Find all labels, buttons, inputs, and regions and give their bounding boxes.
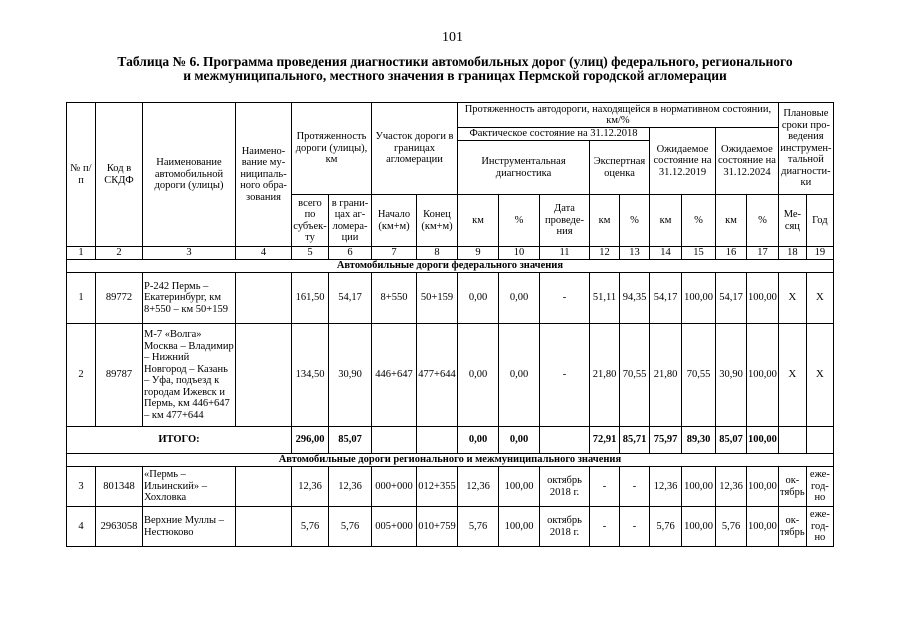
total-2019-pct: 89,30: [682, 427, 716, 454]
row-expert-km: 21,80: [590, 324, 620, 427]
col-planned-header: Плановые сроки про-ведения инструмен-тальной диагности-ки: [778, 103, 833, 195]
row-num: 1: [67, 273, 96, 324]
col-number: 15: [682, 247, 716, 260]
row-instr-pct: 100,00: [499, 467, 540, 507]
col-instr-pct-header: %: [499, 195, 540, 247]
row-year: Х: [806, 324, 833, 427]
row-date: октябрь 2018 г.: [540, 507, 590, 547]
row-year: еже-год-но: [806, 507, 833, 547]
row-year: Х: [806, 273, 833, 324]
section-row: [67, 454, 834, 467]
col-length-total-header: всего по субъек-ту: [292, 195, 329, 247]
col-start-header: Начало (км+м): [372, 195, 417, 247]
row-length-agglo: 5,76: [329, 507, 372, 547]
total-expert-km: 72,91: [590, 427, 620, 454]
row-end: 012+355: [417, 467, 458, 507]
row-2024-pct: 100,00: [747, 467, 779, 507]
col-number: 7: [372, 247, 417, 260]
total-2024-pct: 100,00: [747, 427, 779, 454]
row-length-total: 161,50: [292, 273, 329, 324]
col-instrumental-header: Инструментальная диагностика: [458, 141, 590, 195]
row-2019-pct: 100,00: [682, 507, 716, 547]
col-code-header: Код в СКДФ: [96, 103, 143, 247]
row-2019-km: 54,17: [650, 273, 682, 324]
row-start: 005+000: [372, 507, 417, 547]
row-month: ок-тябрь: [778, 467, 806, 507]
row-2024-pct: 100,00: [747, 273, 779, 324]
row-2019-pct: 70,55: [682, 324, 716, 427]
col-instr-km-header: км: [458, 195, 499, 247]
row-length-agglo: 12,36: [329, 467, 372, 507]
row-start: 8+550: [372, 273, 417, 324]
section-row: [67, 260, 834, 273]
row-2024-km: 30,90: [716, 324, 747, 427]
row-municipality: [236, 507, 292, 547]
row-length-agglo: 54,17: [329, 273, 372, 324]
total-instr-pct: 0,00: [499, 427, 540, 454]
col-expected-2019-header: Ожидаемое состояние на 31.12.2019: [650, 128, 716, 195]
row-road-name: Верхние Муллы – Нестюково: [143, 507, 236, 547]
col-number: 1: [67, 247, 96, 260]
col-expert-km-header: км: [590, 195, 620, 247]
total-expert-pct: 85,71: [620, 427, 650, 454]
total-length-total: 296,00: [292, 427, 329, 454]
col-number: 6: [329, 247, 372, 260]
row-instr-pct: 0,00: [499, 324, 540, 427]
row-month: ок-тябрь: [778, 507, 806, 547]
col-road-name-header: Наименование автомобильной дороги (улицы): [143, 103, 236, 247]
col-number: 3: [143, 247, 236, 260]
col-year-header: Год: [806, 195, 833, 247]
row-2019-km: 5,76: [650, 507, 682, 547]
col-number: 10: [499, 247, 540, 260]
table-title: [40, 55, 870, 83]
col-normative-header: Протяженность автодороги, находящейся в нормативном состоянии, км/%: [458, 103, 779, 128]
row-expert-km: -: [590, 507, 620, 547]
row-2019-km: 21,80: [650, 324, 682, 427]
row-code: 89787: [96, 324, 143, 427]
total-year: [806, 427, 833, 454]
row-start: 446+647: [372, 324, 417, 427]
col-end-header: Конец (км+м): [417, 195, 458, 247]
col-number: 14: [650, 247, 682, 260]
row-2024-km: 12,36: [716, 467, 747, 507]
row-2019-pct: 100,00: [682, 273, 716, 324]
row-expert-km: -: [590, 467, 620, 507]
row-num: 2: [67, 324, 96, 427]
row-expert-pct: 70,55: [620, 324, 650, 427]
col-number: 9: [458, 247, 499, 260]
col-municipality-header: Наимено-вание му-ниципаль-ного обра-зования: [236, 103, 292, 247]
row-2024-pct: 100,00: [747, 507, 779, 547]
table-row: [67, 507, 834, 547]
row-instr-pct: 100,00: [499, 507, 540, 547]
row-end: 010+759: [417, 507, 458, 547]
row-date: -: [540, 324, 590, 427]
col-month-header: Ме-сяц: [778, 195, 806, 247]
table-row: [67, 467, 834, 507]
col-expected-2024-header: Ожидаемое состояние на 31.12.2024: [716, 128, 779, 195]
col-number: 13: [620, 247, 650, 260]
col-number: 16: [716, 247, 747, 260]
section-federal: Автомобильные дороги федерального значения: [67, 260, 834, 273]
total-end: [417, 427, 458, 454]
row-num: 4: [67, 507, 96, 547]
table-row: [67, 273, 834, 324]
table-title-line1: Таблица № 6. Программа проведения диагностики автомобильных дорог (улиц) федерального, регионального: [117, 54, 793, 69]
col-2024-pct-header: %: [747, 195, 779, 247]
row-2024-km: 54,17: [716, 273, 747, 324]
row-instr-km: 0,00: [458, 324, 499, 427]
row-road-name: «Пермь – Ильинский» – Хохловка: [143, 467, 236, 507]
row-expert-pct: -: [620, 507, 650, 547]
column-numbers-row: [67, 247, 834, 260]
row-municipality: [236, 273, 292, 324]
row-2019-km: 12,36: [650, 467, 682, 507]
col-2024-km-header: км: [716, 195, 747, 247]
col-length-header: Протяженность дороги (улицы), км: [292, 103, 372, 195]
row-start: 000+000: [372, 467, 417, 507]
col-num-header: № п/п: [67, 103, 96, 247]
col-section-header: Участок дороги в границах агломерации: [372, 103, 458, 195]
row-month: Х: [778, 273, 806, 324]
row-2019-pct: 100,00: [682, 467, 716, 507]
row-expert-pct: 94,35: [620, 273, 650, 324]
row-2024-pct: 100,00: [747, 324, 779, 427]
total-length-agglo: 85,07: [329, 427, 372, 454]
row-year: еже-год-но: [806, 467, 833, 507]
total-2019-km: 75,97: [650, 427, 682, 454]
col-date-header: Дата проведе-ния: [540, 195, 590, 247]
col-2019-pct-header: %: [682, 195, 716, 247]
row-code: 801348: [96, 467, 143, 507]
col-expert-pct-header: %: [620, 195, 650, 247]
row-code: 89772: [96, 273, 143, 324]
row-instr-pct: 0,00: [499, 273, 540, 324]
page-number: 101: [442, 30, 463, 45]
row-date: октябрь 2018 г.: [540, 467, 590, 507]
table-row: [67, 324, 834, 427]
row-length-total: 12,36: [292, 467, 329, 507]
row-length-total: 134,50: [292, 324, 329, 427]
header-row: [67, 103, 834, 128]
row-expert-pct: -: [620, 467, 650, 507]
section-regional: Автомобильные дороги регионального и межмуниципального значения: [67, 454, 834, 467]
row-end: 50+159: [417, 273, 458, 324]
diagnostics-table: [66, 102, 834, 547]
total-month: [778, 427, 806, 454]
col-number: 5: [292, 247, 329, 260]
col-number: 18: [778, 247, 806, 260]
row-2024-km: 5,76: [716, 507, 747, 547]
row-date: -: [540, 273, 590, 324]
row-instr-km: 5,76: [458, 507, 499, 547]
col-2019-km-header: км: [650, 195, 682, 247]
row-road-name: Р-242 Пермь – Екатеринбург, км 8+550 – км 50+159: [143, 273, 236, 324]
row-road-name: М-7 «Волга» Москва – Владимир – Нижний Новгород – Казань – Уфа, подъезд к городам Ижевск и Пермь, км 446+647 – км 477+644: [143, 324, 236, 427]
total-2024-km: 85,07: [716, 427, 747, 454]
row-municipality: [236, 324, 292, 427]
total-instr-km: 0,00: [458, 427, 499, 454]
row-month: Х: [778, 324, 806, 427]
total-start: [372, 427, 417, 454]
row-code: 2963058: [96, 507, 143, 547]
total-date: [540, 427, 590, 454]
col-number: 8: [417, 247, 458, 260]
col-length-agglo-header: в грани-цах аг-ломера-ции: [329, 195, 372, 247]
row-municipality: [236, 467, 292, 507]
col-number: 17: [747, 247, 779, 260]
row-expert-km: 51,11: [590, 273, 620, 324]
col-number: 12: [590, 247, 620, 260]
row-end: 477+644: [417, 324, 458, 427]
row-instr-km: 12,36: [458, 467, 499, 507]
col-number: 19: [806, 247, 833, 260]
row-length-agglo: 30,90: [329, 324, 372, 427]
row-length-total: 5,76: [292, 507, 329, 547]
col-actual-header: Фактическое состояние на 31.12.2018: [458, 128, 650, 141]
total-row: [67, 427, 834, 454]
total-label: ИТОГО:: [67, 427, 292, 454]
row-instr-km: 0,00: [458, 273, 499, 324]
table-title-line2: и межмуниципального, местного значения в границах Пермской городской агломерации: [183, 68, 727, 83]
col-number: 11: [540, 247, 590, 260]
col-number: 4: [236, 247, 292, 260]
col-expert-header: Экспертная оценка: [590, 141, 650, 195]
row-num: 3: [67, 467, 96, 507]
col-number: 2: [96, 247, 143, 260]
